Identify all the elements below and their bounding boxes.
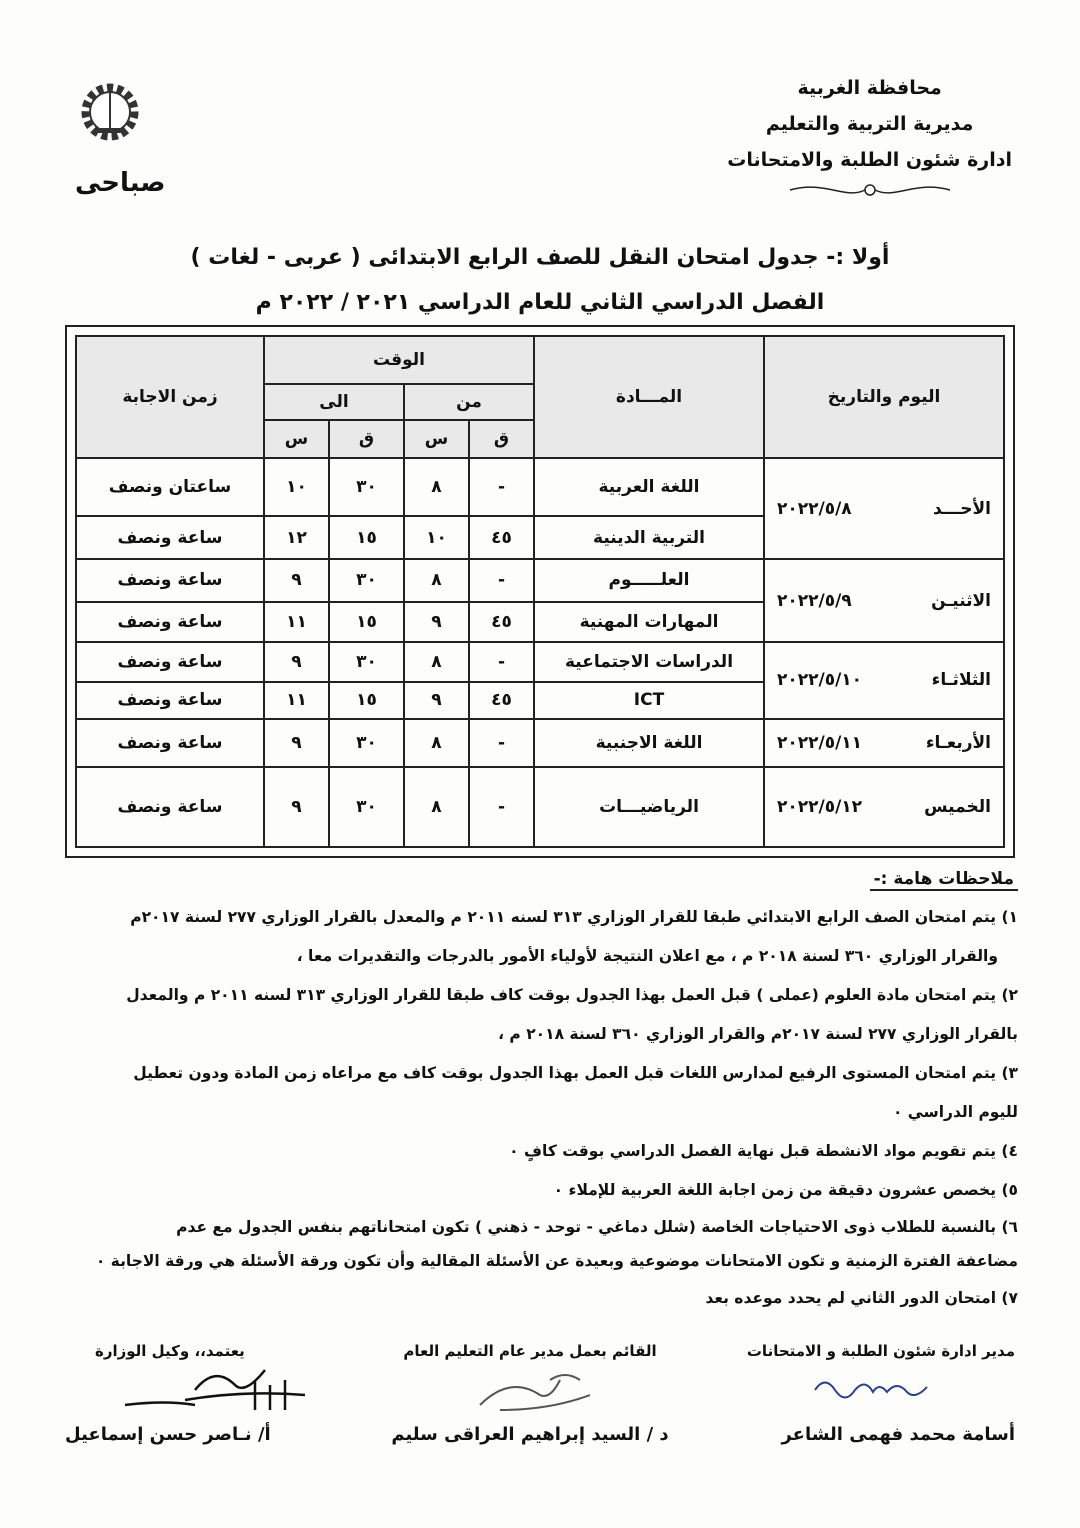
from-m-cell: ٤٥ [469, 682, 534, 719]
from-m-cell: ٤٥ [469, 516, 534, 559]
day-date-cell [764, 559, 1004, 641]
from-m-cell: - [469, 642, 534, 682]
note-line: ٣) يتم امتحان المستوى الرفيع لمدارس اللغات قبل العمل بهذا الجدول بوقت كاف مع مراعاه زمن المادة ودون تعطيل [133, 1064, 1018, 1082]
signatory-name: أ/ نـاصر حسن إسماعيل [65, 1424, 271, 1445]
duration-cell: ساعتان ونصف [76, 458, 264, 516]
exam-date: ٢٠٢٢/٥/٨ [777, 498, 852, 519]
subject-cell: المهارات المهنية [534, 602, 764, 642]
table-row [76, 767, 1004, 847]
note-line: مضاعفة الفترة الزمنية و تكون الامتحانات موضوعية وبعيدة عن الأسئلة المقالية وأن تكون ورقة الأسئلة هي ورقة الاجابة ٠ [95, 1252, 1018, 1270]
table-row [76, 458, 1004, 516]
header-to: الى [264, 384, 404, 420]
day-name: الاثنيـن [931, 590, 991, 611]
from-h-cell: ١٠ [404, 516, 469, 559]
to-m-cell: ١٥ [329, 516, 404, 559]
to-m-cell: ٣٠ [329, 719, 404, 767]
day-name: الثلاثـاء [931, 670, 991, 691]
signatory-name: د / السيد إبراهيم العراقى سليم [391, 1424, 669, 1445]
signatory-title: يعتمد،، وكيل الوزارة [95, 1342, 245, 1360]
subject-cell: التربية الدينية [534, 516, 764, 559]
handwritten-signature [805, 1360, 945, 1420]
day-name: الأربعـاء [925, 732, 991, 753]
subject-cell: ICT [534, 682, 764, 719]
header-to-minute: ق [329, 420, 404, 458]
note-line: والقرار الوزاري ٣٦٠ لسنة ٢٠١٨ م ، مع اعلان النتيجة لأولياء الأمور بالدرجات والتقديرات معا ، [296, 947, 998, 965]
duration-cell: ساعة ونصف [76, 682, 264, 719]
page-title: أولا :- جدول امتحان النقل للصف الرابع الابتدائى ( عربى - لغات ) [190, 245, 890, 270]
ornament-divider [785, 178, 955, 202]
signatory-title: مدير ادارة شئون الطلبة و الامتحانات [746, 1342, 1015, 1360]
notes-title: ملاحظات هامة :- [870, 869, 1018, 891]
from-m-cell: - [469, 719, 534, 767]
from-m-cell: - [469, 458, 534, 516]
note-line: ٦) بالنسبة للطلاب ذوى الاحتياجات الخاصة (شلل دماغي - توحد - ذهني ) تكون امتحاناتهم بنفس الجدول مع عدم [176, 1218, 1018, 1236]
from-h-cell: ٨ [404, 559, 469, 601]
logo-text: صباحى [75, 168, 166, 198]
from-m-cell: - [469, 767, 534, 847]
handwritten-signature-with-date [95, 1360, 315, 1420]
table-row [76, 642, 1004, 682]
note-line: ٤) يتم تقويم مواد الانشطة قبل نهاية الفصل الدراسي بوقت كافٍ ٠ [509, 1142, 1018, 1160]
subject-cell: اللغة العربية [534, 458, 764, 516]
day-date-cell [764, 719, 1004, 767]
duration-cell: ساعة ونصف [76, 516, 264, 559]
to-h-cell: ١١ [264, 602, 329, 642]
to-h-cell: ٩ [264, 642, 329, 682]
duration-cell: ساعة ونصف [76, 602, 264, 642]
note-line: ٢) يتم امتحان مادة العلوم (عملى ) قبل العمل بهذا الجدول بوقت كاف طبقا للقرار الوزاري ٣١٣ لسنه ٢٠١١ م والمعدل [126, 986, 1018, 1004]
to-m-cell: ٣٠ [329, 559, 404, 601]
day-date-cell [764, 767, 1004, 847]
note-line: لليوم الدراسي ٠ [892, 1103, 1018, 1121]
page-subtitle: الفصل الدراسي الثاني للعام الدراسي ٢٠٢١ / ٢٠٢٢ م [255, 290, 825, 315]
header-from-minute: ق [469, 420, 534, 458]
header-subject: المـــادة [534, 336, 764, 458]
from-h-cell: ٩ [404, 682, 469, 719]
exam-date: ٢٠٢٢/٥/١٠ [777, 670, 863, 691]
note-line: ٧) امتحان الدور الثاني لم يحدد موعده بعد [705, 1289, 1018, 1307]
duration-cell: ساعة ونصف [76, 559, 264, 601]
gear-logo-icon [79, 62, 141, 162]
signature-block-undersecretary [65, 1342, 345, 1445]
from-m-cell: - [469, 559, 534, 601]
to-h-cell: ٩ [264, 767, 329, 847]
notes-section [62, 866, 1018, 1318]
to-m-cell: ٣٠ [329, 642, 404, 682]
to-m-cell: ١٥ [329, 682, 404, 719]
to-m-cell: ١٥ [329, 602, 404, 642]
exam-date: ٢٠٢٢/٥/٩ [777, 590, 852, 611]
from-m-cell: ٤٥ [469, 602, 534, 642]
header-from: من [404, 384, 534, 420]
header-duration: زمن الاجابة [76, 336, 264, 458]
header-to-hour: س [264, 420, 329, 458]
subject-cell: العلـــــوم [534, 559, 764, 601]
duration-cell: ساعة ونصف [76, 767, 264, 847]
to-h-cell: ١١ [264, 682, 329, 719]
header-day-date: اليوم والتاريخ [764, 336, 1004, 458]
note-line: ٥) يخصص عشرون دقيقة من زمن اجابة اللغة العربية للإملاء ٠ [553, 1181, 1018, 1199]
subject-cell: الدراسات الاجتماعية [534, 642, 764, 682]
day-name: الخميس [924, 796, 991, 817]
duration-cell: ساعة ونصف [76, 719, 264, 767]
to-h-cell: ٩ [264, 559, 329, 601]
signatory-title: القائم بعمل مدير عام التعليم العام [403, 1342, 657, 1360]
subject-cell: الرياضيـــات [534, 767, 764, 847]
to-m-cell: ٣٠ [329, 767, 404, 847]
subject-cell: اللغة الاجنبية [534, 719, 764, 767]
from-h-cell: ٨ [404, 458, 469, 516]
governorate: محافظة الغربية [797, 77, 942, 99]
to-m-cell: ٣٠ [329, 458, 404, 516]
day-date-cell [764, 458, 1004, 559]
exam-date: ٢٠٢٢/٥/١١ [777, 732, 863, 753]
table-row [76, 719, 1004, 767]
to-h-cell: ١٠ [264, 458, 329, 516]
header-from-hour: س [404, 420, 469, 458]
department: ادارة شئون الطلبة والامتحانات [727, 149, 1012, 171]
day-date-cell [764, 642, 1004, 719]
note-line: ١) يتم امتحان الصف الرابع الابتدائي طبقا للقرار الوزاري ٣١٣ لسنه ٢٠١١ م والمعدل بالقرار الوزاري ٢٧٧ لسنة ٢٠١٧م [130, 908, 1018, 926]
directorate: مديرية التربية والتعليم [765, 113, 974, 135]
signatory-name: أسامة محمد فهمى الشاعر [781, 1424, 1015, 1445]
duration-cell: ساعة ونصف [76, 642, 264, 682]
letterhead [727, 70, 1012, 214]
logo [75, 62, 166, 198]
handwritten-signature [440, 1360, 620, 1420]
from-h-cell: ٨ [404, 642, 469, 682]
to-h-cell: ١٢ [264, 516, 329, 559]
to-h-cell: ٩ [264, 719, 329, 767]
exam-date: ٢٠٢٢/٥/١٢ [777, 796, 863, 817]
table-row [76, 559, 1004, 601]
from-h-cell: ٨ [404, 767, 469, 847]
day-name: الأحـــد [933, 498, 991, 519]
exam-schedule-table [65, 325, 1015, 858]
note-line: بالقرار الوزاري ٢٧٧ لسنة ٢٠١٧م والقرار الوزاري ٣٦٠ لسنة ٢٠١٨ م ، [498, 1025, 1018, 1043]
header-time: الوقت [264, 336, 534, 384]
from-h-cell: ٩ [404, 602, 469, 642]
signature-block-general-education [380, 1342, 680, 1445]
signature-block-student-affairs [735, 1342, 1015, 1445]
from-h-cell: ٨ [404, 719, 469, 767]
